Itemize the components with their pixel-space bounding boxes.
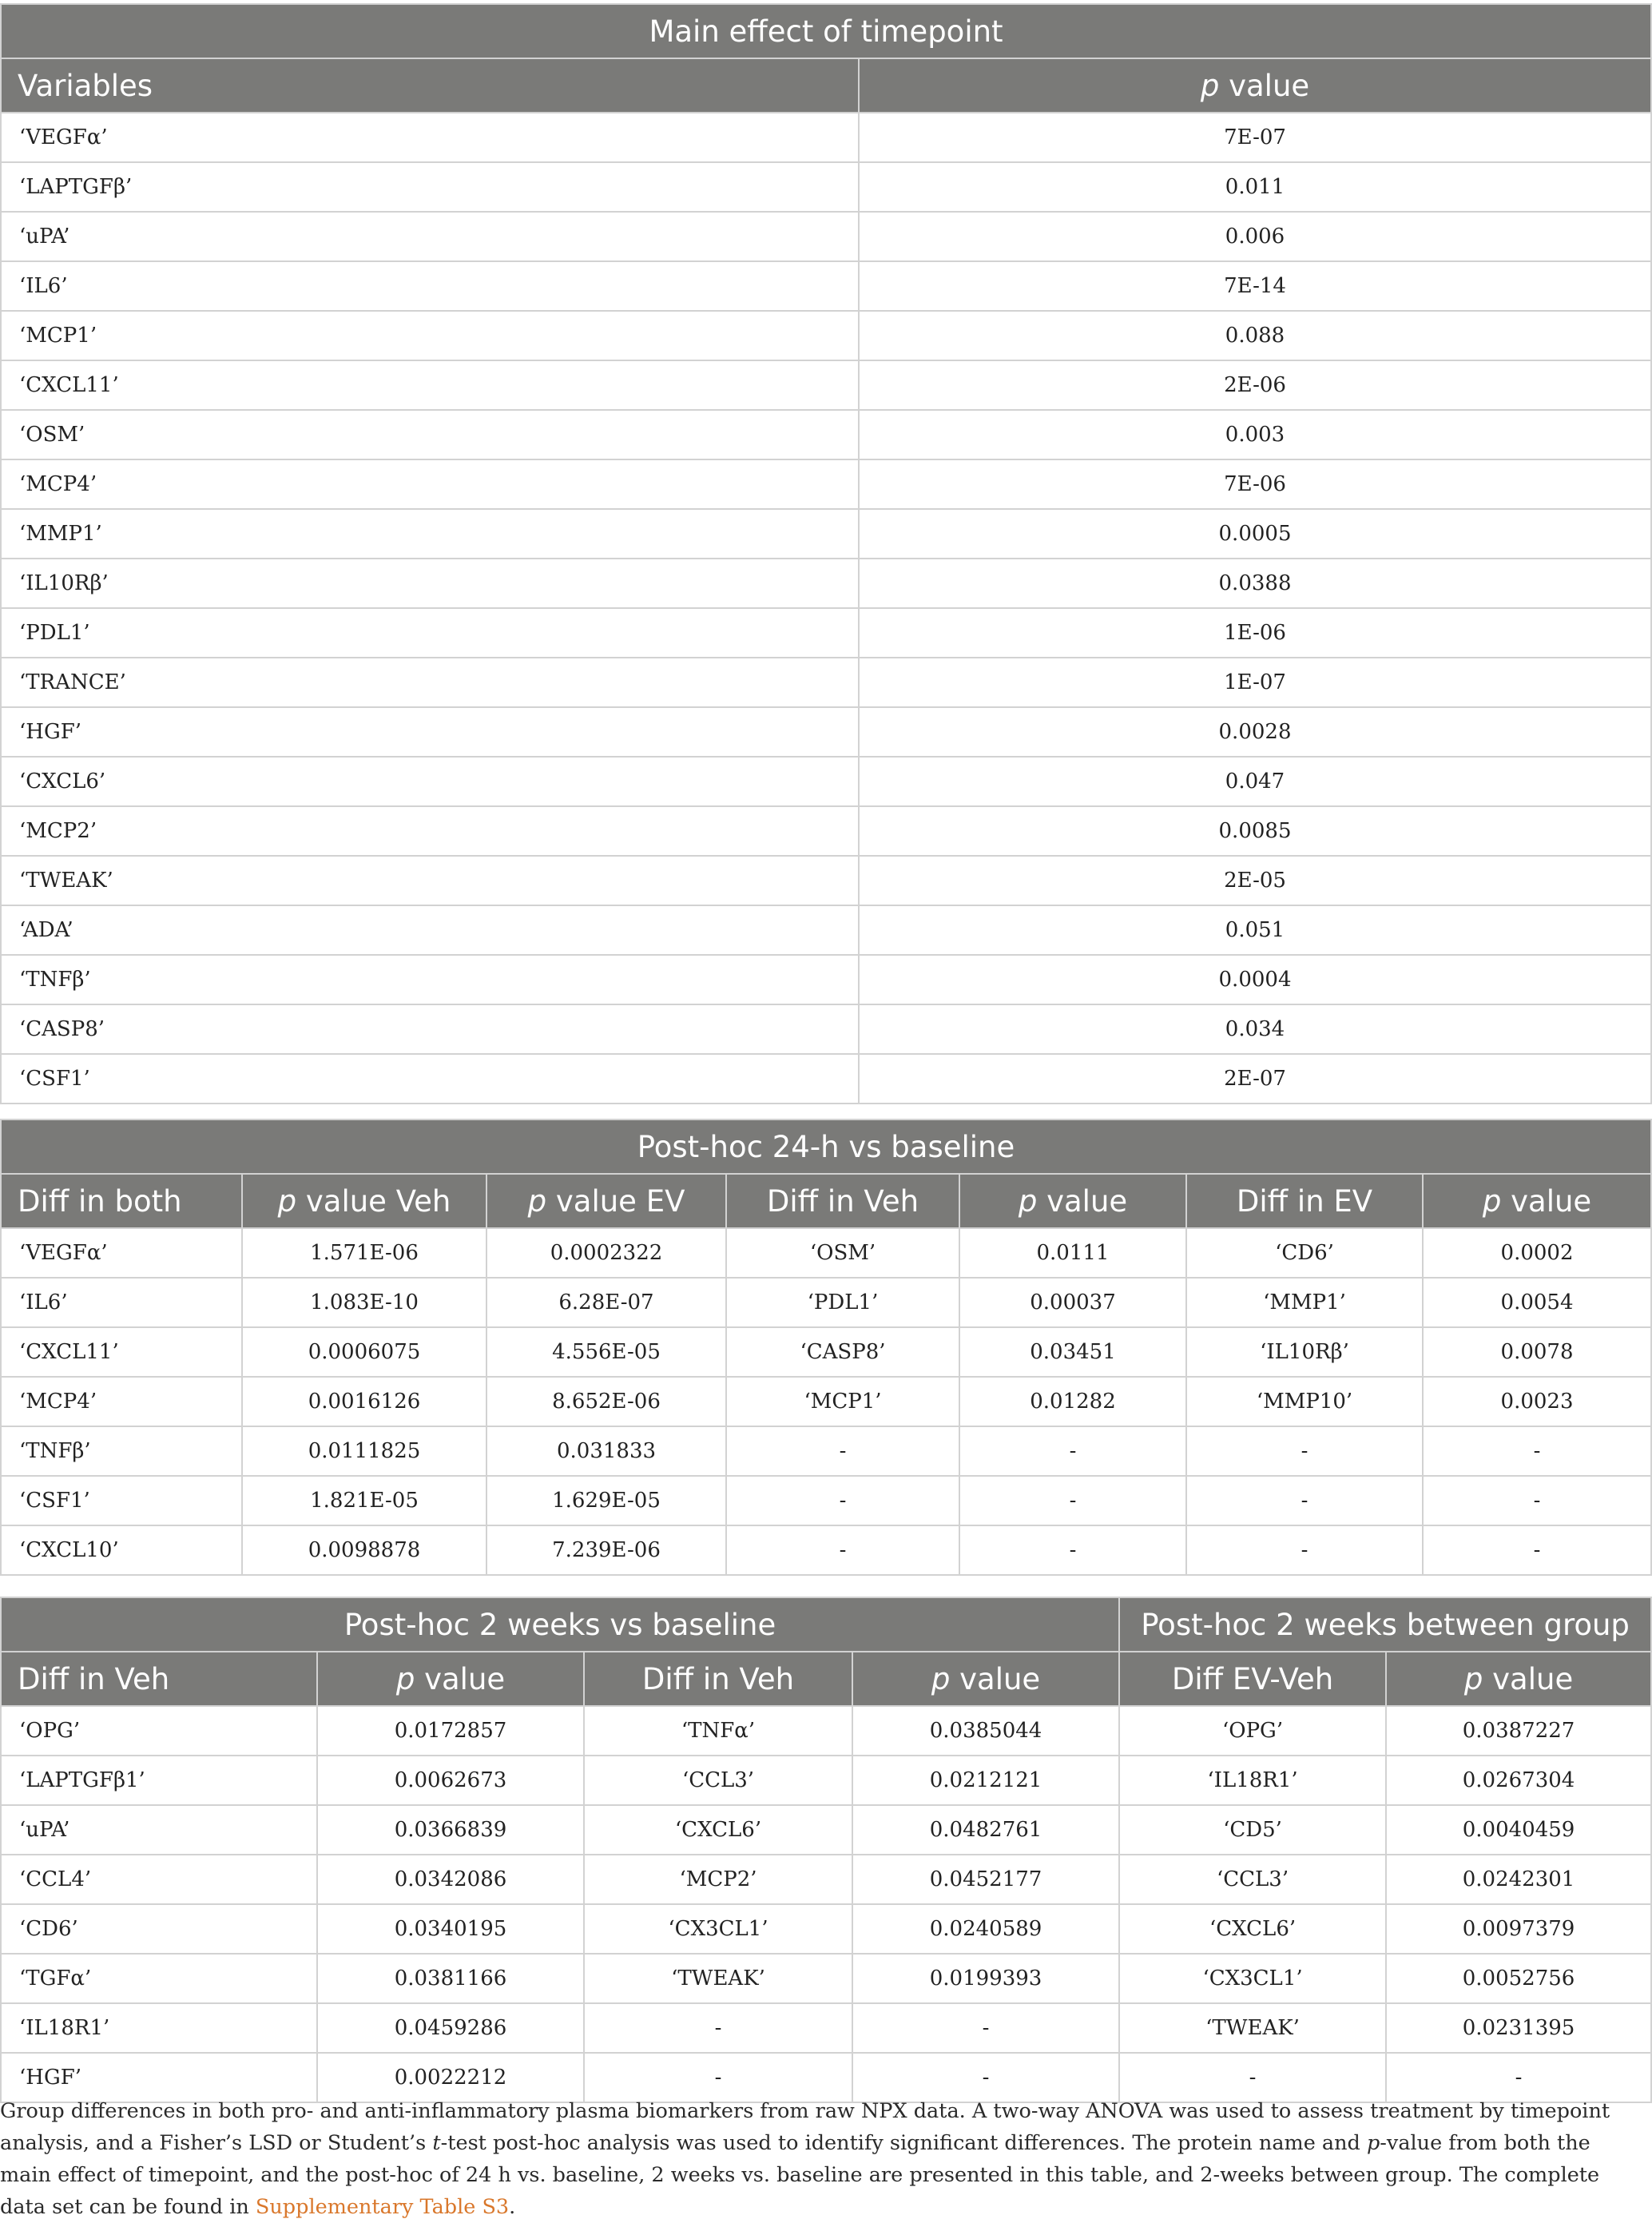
cell: 7.239E-06 bbox=[486, 1525, 726, 1575]
cell: 0.0366839 bbox=[317, 1805, 584, 1855]
cell: - bbox=[1186, 1476, 1423, 1525]
supplementary-table-link[interactable]: Supplementary Table S3 bbox=[255, 2195, 510, 2219]
cell: ‘TNFα’ bbox=[584, 1706, 852, 1756]
cell: ‘PDL1’ bbox=[726, 1278, 959, 1327]
table-row bbox=[1, 360, 1651, 410]
variable-cell: ‘OSM’ bbox=[1, 410, 859, 459]
table-row bbox=[1, 1278, 1651, 1327]
header-diff-in-ev: Diff in EV bbox=[1186, 1174, 1423, 1228]
p-value-cell: 0.011 bbox=[859, 162, 1651, 212]
caption-text: -value from both the main effect of timepoint, and the post-hoc of 24 h vs. baseline, 2 weeks vs. baseline are presented in this table, and 2-weeks between group. The complete data set can be found in bbox=[0, 2131, 1600, 2219]
table-row bbox=[1, 212, 1651, 261]
header-variables: Variables bbox=[1, 58, 859, 113]
variable-cell: ‘MCP1’ bbox=[1, 311, 859, 360]
header-diff-in-veh: Diff in Veh bbox=[584, 1652, 852, 1706]
header-p-italic: p bbox=[277, 1183, 297, 1219]
cell: 0.031833 bbox=[486, 1426, 726, 1476]
cell: ‘MCP2’ bbox=[584, 1855, 852, 1904]
cell: 0.0111 bbox=[959, 1228, 1186, 1278]
cell: ‘TGFα’ bbox=[1, 1954, 317, 2003]
cell: ‘OPG’ bbox=[1, 1706, 317, 1756]
cell: 0.0062673 bbox=[317, 1756, 584, 1805]
cell: - bbox=[726, 1525, 959, 1575]
p-value-cell: 0.051 bbox=[859, 905, 1651, 955]
cell: ‘OPG’ bbox=[1119, 1706, 1386, 1756]
cell: ‘CSF1’ bbox=[1, 1476, 242, 1525]
table-row bbox=[1, 1426, 1651, 1476]
cell: 1.629E-05 bbox=[486, 1476, 726, 1525]
cell: ‘TWEAK’ bbox=[584, 1954, 852, 2003]
p-value-cell: 0.047 bbox=[859, 757, 1651, 806]
cell: 0.0111825 bbox=[242, 1426, 486, 1476]
header-p-rest: value bbox=[950, 1661, 1041, 1696]
header-p-rest: value bbox=[1483, 1661, 1574, 1696]
cell: 0.0023 bbox=[1423, 1377, 1651, 1426]
cell: ‘IL10Rβ’ bbox=[1186, 1327, 1423, 1377]
variable-cell: ‘CSF1’ bbox=[1, 1054, 859, 1104]
cell: - bbox=[584, 2003, 852, 2053]
cell: - bbox=[1423, 1525, 1651, 1575]
table-row bbox=[1, 1327, 1651, 1377]
cell: - bbox=[1386, 2053, 1651, 2102]
variable-cell: ‘LAPTGFβ’ bbox=[1, 162, 859, 212]
variable-cell: ‘IL6’ bbox=[1, 261, 859, 311]
cell: 0.0212121 bbox=[852, 1756, 1119, 1805]
p-value-cell: 7E-06 bbox=[859, 459, 1651, 509]
cell: 0.0016126 bbox=[242, 1377, 486, 1426]
table-row bbox=[1, 261, 1651, 311]
table-row bbox=[1, 113, 1651, 162]
p-value-cell: 7E-07 bbox=[859, 113, 1651, 162]
cell: ‘TNFβ’ bbox=[1, 1426, 242, 1476]
table-row bbox=[1, 1004, 1651, 1054]
p-value-cell: 0.088 bbox=[859, 311, 1651, 360]
cell: - bbox=[726, 1476, 959, 1525]
cell: ‘CXCL11’ bbox=[1, 1327, 242, 1377]
cell: ‘IL18R1’ bbox=[1, 2003, 317, 2053]
cell: ‘CD6’ bbox=[1, 1904, 317, 1954]
header-p-rest: value Veh bbox=[296, 1183, 451, 1219]
cell: 0.0387227 bbox=[1386, 1706, 1651, 1756]
table-row bbox=[1, 1855, 1651, 1904]
cell: ‘CASP8’ bbox=[726, 1327, 959, 1377]
cell: - bbox=[959, 1426, 1186, 1476]
cell: 0.0052756 bbox=[1386, 1954, 1651, 2003]
table-row bbox=[1, 707, 1651, 757]
header-p-rest: value bbox=[1037, 1183, 1128, 1219]
posthoc-24h-body bbox=[1, 1228, 1651, 1575]
cell: 1.821E-05 bbox=[242, 1476, 486, 1525]
p-value-cell: 7E-14 bbox=[859, 261, 1651, 311]
header-p-rest: value bbox=[1501, 1183, 1592, 1219]
cell: 1.083E-10 bbox=[242, 1278, 486, 1327]
cell: - bbox=[726, 1426, 959, 1476]
cell: 0.0199393 bbox=[852, 1954, 1119, 2003]
cell: 0.0342086 bbox=[317, 1855, 584, 1904]
header-p-italic: p bbox=[1018, 1183, 1038, 1219]
cell: - bbox=[1186, 1525, 1423, 1575]
header-p-italic: p bbox=[527, 1183, 547, 1219]
cell: 0.0459286 bbox=[317, 2003, 584, 2053]
cell: 0.0381166 bbox=[317, 1954, 584, 2003]
posthoc-2weeks-table bbox=[0, 1597, 1652, 2103]
caption-text: . bbox=[509, 2195, 516, 2219]
caption-italic-p: p bbox=[1366, 2131, 1380, 2155]
header-diff-ev-veh: Diff EV-Veh bbox=[1119, 1652, 1386, 1706]
cell: ‘MMP10’ bbox=[1186, 1377, 1423, 1426]
header-p-value bbox=[959, 1174, 1186, 1228]
table-row bbox=[1, 509, 1651, 559]
table-row bbox=[1, 1525, 1651, 1575]
table-row bbox=[1, 1706, 1651, 1756]
posthoc-24h-title: Post-hoc 24-h vs baseline bbox=[1, 1119, 1651, 1174]
cell: 0.03451 bbox=[959, 1327, 1186, 1377]
table-row bbox=[1, 1476, 1651, 1525]
variable-cell: ‘VEGFα’ bbox=[1, 113, 859, 162]
cell: ‘HGF’ bbox=[1, 2053, 317, 2102]
cell: 0.0054 bbox=[1423, 1278, 1651, 1327]
header-diff-in-veh: Diff in Veh bbox=[1, 1652, 317, 1706]
cell: 0.0172857 bbox=[317, 1706, 584, 1756]
cell: 6.28E-07 bbox=[486, 1278, 726, 1327]
cell: 0.0006075 bbox=[242, 1327, 486, 1377]
caption-text: Group differences in both pro- and anti-inflammatory plasma biomarkers from raw NPX data. A two-way ANOVA was used to assess treatment by timepoint analysis, and a Fisher’s LSD or Student’s bbox=[0, 2099, 1610, 2155]
table-row bbox=[1, 1805, 1651, 1855]
cell: ‘CX3CL1’ bbox=[1119, 1954, 1386, 2003]
posthoc-2weeks-baseline-title: Post-hoc 2 weeks vs baseline bbox=[1, 1597, 1119, 1652]
cell: ‘CXCL10’ bbox=[1, 1525, 242, 1575]
header-p-italic: p bbox=[1482, 1183, 1502, 1219]
table-row bbox=[1, 757, 1651, 806]
table-row bbox=[1, 2003, 1651, 2053]
variable-cell: ‘CXCL6’ bbox=[1, 757, 859, 806]
table-row bbox=[1, 806, 1651, 856]
variable-cell: ‘TNFβ’ bbox=[1, 955, 859, 1004]
variable-cell: ‘MCP4’ bbox=[1, 459, 859, 509]
cell: ‘uPA’ bbox=[1, 1805, 317, 1855]
p-value-cell: 0.0005 bbox=[859, 509, 1651, 559]
variable-cell: ‘IL10Rβ’ bbox=[1, 559, 859, 608]
cell: 0.0340195 bbox=[317, 1904, 584, 1954]
header-p-value-veh bbox=[242, 1174, 486, 1228]
cell: ‘CD6’ bbox=[1186, 1228, 1423, 1278]
header-p-value bbox=[852, 1652, 1119, 1706]
table-row bbox=[1, 1054, 1651, 1104]
table-row bbox=[1, 905, 1651, 955]
cell: 0.0098878 bbox=[242, 1525, 486, 1575]
cell: 0.0482761 bbox=[852, 1805, 1119, 1855]
cell: ‘IL6’ bbox=[1, 1278, 242, 1327]
cell: 0.0231395 bbox=[1386, 2003, 1651, 2053]
p-value-cell: 2E-06 bbox=[859, 360, 1651, 410]
cell: ‘MCP1’ bbox=[726, 1377, 959, 1426]
cell: 0.0078 bbox=[1423, 1327, 1651, 1377]
header-diff-in-veh: Diff in Veh bbox=[726, 1174, 959, 1228]
cell: - bbox=[1119, 2053, 1386, 2102]
variable-cell: ‘CXCL11’ bbox=[1, 360, 859, 410]
variable-cell: ‘MMP1’ bbox=[1, 509, 859, 559]
cell: ‘MCP4’ bbox=[1, 1377, 242, 1426]
cell: 0.0097379 bbox=[1386, 1904, 1651, 1954]
cell: - bbox=[1186, 1426, 1423, 1476]
cell: - bbox=[1423, 1426, 1651, 1476]
cell: 0.01282 bbox=[959, 1377, 1186, 1426]
p-value-cell: 0.006 bbox=[859, 212, 1651, 261]
cell: - bbox=[852, 2053, 1119, 2102]
table-row bbox=[1, 1228, 1651, 1278]
cell: 8.652E-06 bbox=[486, 1377, 726, 1426]
table-row bbox=[1, 658, 1651, 707]
cell: ‘CCL4’ bbox=[1, 1855, 317, 1904]
header-p-italic: p bbox=[395, 1661, 415, 1696]
posthoc-24h-table bbox=[0, 1119, 1652, 1576]
table-row bbox=[1, 955, 1651, 1004]
cell: 0.0002 bbox=[1423, 1228, 1651, 1278]
cell: - bbox=[959, 1525, 1186, 1575]
cell: 0.00037 bbox=[959, 1278, 1186, 1327]
cell: - bbox=[1423, 1476, 1651, 1525]
variable-cell: ‘MCP2’ bbox=[1, 806, 859, 856]
cell: - bbox=[584, 2053, 852, 2102]
cell: ‘CCL3’ bbox=[1119, 1855, 1386, 1904]
variable-cell: ‘HGF’ bbox=[1, 707, 859, 757]
variable-cell: ‘uPA’ bbox=[1, 212, 859, 261]
cell: 4.556E-05 bbox=[486, 1327, 726, 1377]
cell: ‘CD5’ bbox=[1119, 1805, 1386, 1855]
table-caption bbox=[0, 2095, 1646, 2223]
cell: 0.0002322 bbox=[486, 1228, 726, 1278]
header-p-rest: value EV bbox=[546, 1183, 685, 1219]
cell: 0.0040459 bbox=[1386, 1805, 1651, 1855]
p-value-cell: 1E-06 bbox=[859, 608, 1651, 658]
header-p-value bbox=[1386, 1652, 1651, 1706]
cell: 0.0240589 bbox=[852, 1904, 1119, 1954]
posthoc-2weeks-between-title: Post-hoc 2 weeks between group bbox=[1119, 1597, 1651, 1652]
table-row bbox=[1, 856, 1651, 905]
p-value-cell: 2E-05 bbox=[859, 856, 1651, 905]
table-row bbox=[1, 162, 1651, 212]
variable-cell: ‘TRANCE’ bbox=[1, 658, 859, 707]
caption-italic-t: t bbox=[432, 2131, 441, 2155]
caption-text: -test post-hoc analysis was used to identify significant differences. The protein name and bbox=[440, 2131, 1367, 2155]
header-p-value-ev bbox=[486, 1174, 726, 1228]
p-value-cell: 0.003 bbox=[859, 410, 1651, 459]
p-value-cell: 0.0085 bbox=[859, 806, 1651, 856]
cell: - bbox=[852, 2003, 1119, 2053]
header-p-rest: value bbox=[415, 1661, 506, 1696]
cell: - bbox=[959, 1476, 1186, 1525]
main-effect-title: Main effect of timepoint bbox=[1, 4, 1651, 58]
header-diff-in-both: Diff in both bbox=[1, 1174, 242, 1228]
cell: 0.0385044 bbox=[852, 1706, 1119, 1756]
cell: 0.0452177 bbox=[852, 1855, 1119, 1904]
cell: ‘LAPTGFβ1’ bbox=[1, 1756, 317, 1805]
table-row bbox=[1, 559, 1651, 608]
header-p-value bbox=[1423, 1174, 1651, 1228]
header-p-value bbox=[859, 58, 1651, 113]
table-row bbox=[1, 459, 1651, 509]
header-p-italic: p bbox=[1463, 1661, 1483, 1696]
cell: 1.571E-06 bbox=[242, 1228, 486, 1278]
header-p-italic: p bbox=[1200, 68, 1220, 103]
table-row bbox=[1, 1954, 1651, 2003]
table-row bbox=[1, 410, 1651, 459]
variable-cell: ‘PDL1’ bbox=[1, 608, 859, 658]
header-p-value bbox=[317, 1652, 584, 1706]
p-value-cell: 0.0028 bbox=[859, 707, 1651, 757]
cell: 0.0267304 bbox=[1386, 1756, 1651, 1805]
table-row bbox=[1, 1377, 1651, 1426]
p-value-cell: 2E-07 bbox=[859, 1054, 1651, 1104]
cell: ‘CXCL6’ bbox=[1119, 1904, 1386, 1954]
cell: ‘CXCL6’ bbox=[584, 1805, 852, 1855]
variable-cell: ‘CASP8’ bbox=[1, 1004, 859, 1054]
table-row bbox=[1, 1904, 1651, 1954]
cell: 0.0242301 bbox=[1386, 1855, 1651, 1904]
cell: ‘CCL3’ bbox=[584, 1756, 852, 1805]
cell: ‘TWEAK’ bbox=[1119, 2003, 1386, 2053]
cell: ‘IL18R1’ bbox=[1119, 1756, 1386, 1805]
table-row bbox=[1, 311, 1651, 360]
variable-cell: ‘ADA’ bbox=[1, 905, 859, 955]
posthoc-2weeks-body bbox=[1, 1706, 1651, 2102]
p-value-cell: 0.0004 bbox=[859, 955, 1651, 1004]
p-value-cell: 1E-07 bbox=[859, 658, 1651, 707]
p-value-cell: 0.034 bbox=[859, 1004, 1651, 1054]
p-value-cell: 0.0388 bbox=[859, 559, 1651, 608]
table-row bbox=[1, 1756, 1651, 1805]
main-effect-table bbox=[0, 3, 1652, 1104]
cell: 0.0022212 bbox=[317, 2053, 584, 2102]
cell: ‘MMP1’ bbox=[1186, 1278, 1423, 1327]
cell: ‘CX3CL1’ bbox=[584, 1904, 852, 1954]
main-effect-body bbox=[1, 113, 1651, 1104]
cell: ‘OSM’ bbox=[726, 1228, 959, 1278]
header-p-rest: value bbox=[1219, 68, 1310, 103]
variable-cell: ‘TWEAK’ bbox=[1, 856, 859, 905]
cell: ‘VEGFα’ bbox=[1, 1228, 242, 1278]
table-row bbox=[1, 608, 1651, 658]
header-p-italic: p bbox=[931, 1661, 951, 1696]
